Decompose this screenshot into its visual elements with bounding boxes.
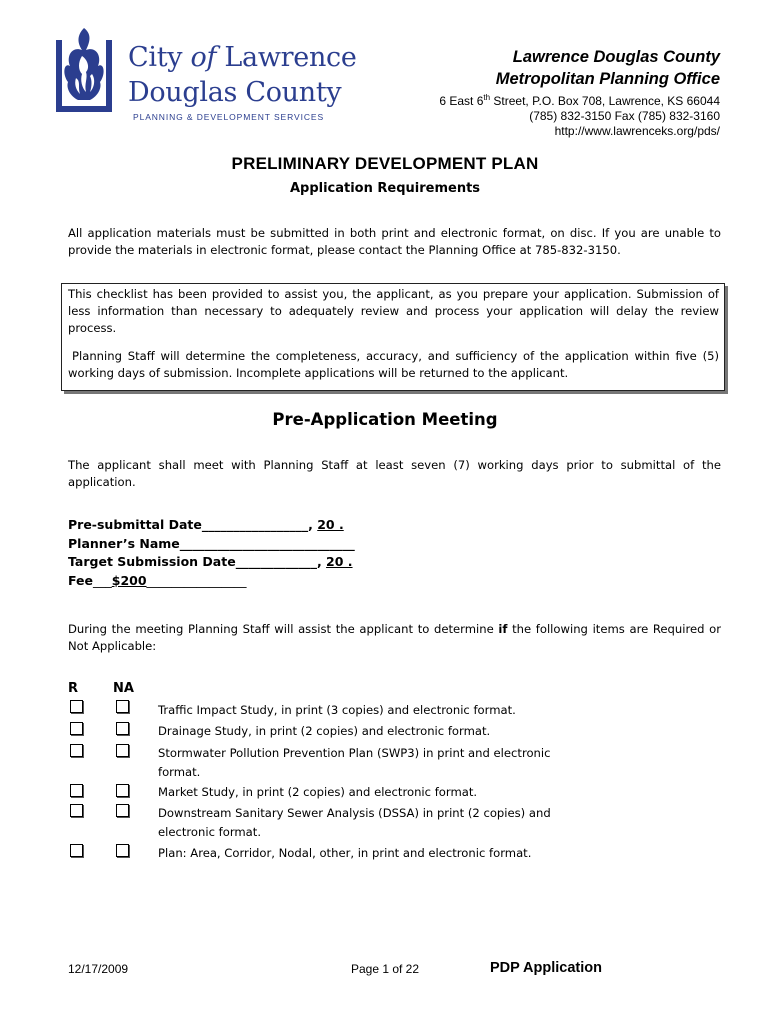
target-submission-date-field[interactable]: Target Submission Date_____________, 20 . (68, 554, 353, 569)
checkbox-na-market-study[interactable] (116, 784, 129, 797)
checkbox-na-dssa[interactable] (116, 804, 129, 817)
footer-document-name: PDP Application (490, 960, 602, 976)
checkbox-required-market-study[interactable] (70, 784, 83, 797)
presubmittal-date-field[interactable]: Pre-submittal Date_________________, 20 . (68, 517, 344, 532)
checklist-item-plan: Plan: Area, Corridor, Nodal, other, in print and electronic format. (158, 846, 532, 860)
notice-paragraph-2: Planning Staff will determine the completeness, accuracy, and sufficiency of the application within five (5) working days of submission. Incomplete applications will be returned to the applicant. (68, 349, 719, 380)
footer-date: 12/17/2009 (68, 962, 129, 976)
notice-paragraph-1: This checklist has been provided to assist you, the applicant, as you prepare your application. Submission of less information than necessary to adequately review and process your application will delay the review process. (68, 287, 719, 335)
office-name-line1: Lawrence Douglas County (512, 48, 720, 66)
meeting-paragraph: The applicant shall meet with Planning Staff at least seven (7) working days prior to submittal of the application. (68, 458, 721, 489)
logo-text-county: Douglas County (128, 77, 342, 108)
during-meeting-paragraph: During the meeting Planning Staff will assist the applicant to determine if the following items are Required or Not Applicable: (68, 622, 721, 653)
column-header-not-applicable: NA (113, 681, 134, 696)
checklist-item-swp3: Stormwater Pollution Prevention Plan (SWP3) in print and electronic format. (158, 746, 551, 779)
checklist-item-traffic-impact: Traffic Impact Study, in print (3 copies) and electronic format. (158, 703, 516, 717)
checklist-item-market-study: Market Study, in print (2 copies) and electronic format. (158, 785, 478, 799)
office-name-line2: Metropolitan Planning Office (495, 70, 720, 88)
checkbox-required-swp3[interactable] (70, 744, 83, 757)
notice-box (61, 283, 725, 391)
logo-subtitle: PLANNING & DEVELOPMENT SERVICES (133, 112, 325, 122)
planner-name-field[interactable]: Planner’s Name____________________________ (68, 535, 355, 551)
checkbox-na-traffic-impact[interactable] (116, 700, 129, 713)
intro-paragraph: All application materials must be submitted in both print and electronic format, on disc. If you are unable to provide the materials in electronic format, please contact the Planning Office at 785-832-3150. (68, 226, 721, 257)
checkbox-na-plan[interactable] (116, 844, 129, 857)
logo-text-city: City of Lawrence (128, 42, 357, 73)
checklist-item-drainage: Drainage Study, in print (2 copies) and electronic format. (158, 724, 491, 738)
city-logo-flame-icon (48, 22, 120, 122)
footer-page-number: Page 1 of 22 (350, 962, 420, 976)
office-phone: (785) 832-3150 Fax (785) 832-3160 (529, 109, 720, 123)
column-header-required: R (68, 681, 79, 696)
office-url[interactable]: http://www.lawrenceks.org/pds/ (554, 124, 720, 138)
checkbox-na-drainage[interactable] (116, 722, 129, 735)
page-subtitle: Application Requirements (289, 181, 481, 196)
checklist-item-dssa: Downstream Sanitary Sewer Analysis (DSSA) in print (2 copies) and electronic format. (158, 806, 551, 839)
fee-field[interactable]: Fee___$200________________ (68, 572, 247, 588)
checkbox-required-drainage[interactable] (70, 722, 83, 735)
checkbox-na-swp3[interactable] (116, 744, 129, 757)
meeting-fields (68, 516, 355, 590)
checkbox-required-plan[interactable] (70, 844, 83, 857)
checkbox-required-dssa[interactable] (70, 804, 83, 817)
section-heading-pre-application: Pre-Application Meeting (272, 410, 498, 429)
checkbox-required-traffic-impact[interactable] (70, 700, 83, 713)
office-header (439, 46, 720, 139)
page-title: PRELIMINARY DEVELOPMENT PLAN (231, 154, 539, 173)
office-address: 6 East 6th Street, P.O. Box 708, Lawrence, KS 66044 (439, 93, 720, 108)
